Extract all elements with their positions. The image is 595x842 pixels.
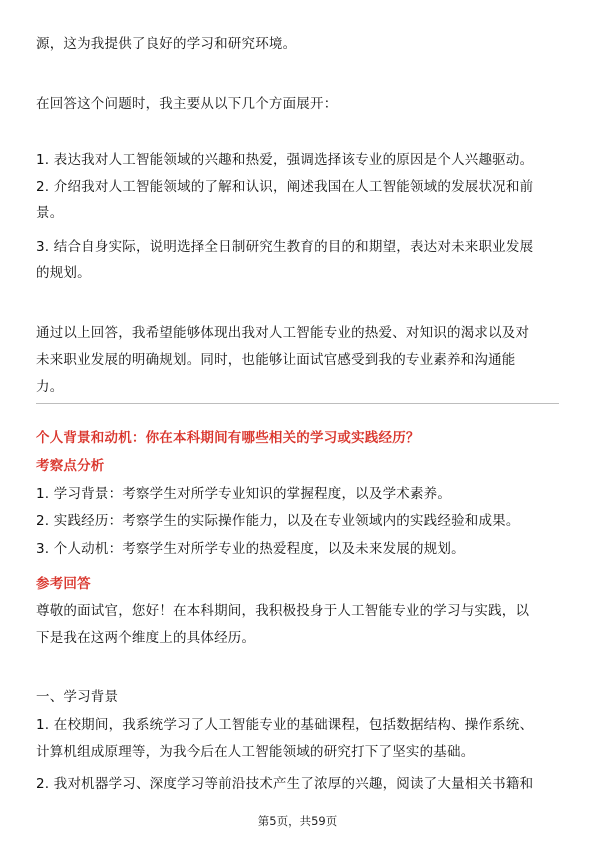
section-divider	[36, 403, 559, 404]
analysis-heading: 考察点分析	[36, 458, 105, 474]
approach-point-1: 1. 表达我对人工智能领域的兴趣和热爱，强调选择该专业的原因是个人兴趣驱动。	[36, 152, 534, 168]
approach-point-2-cont: 景。	[36, 205, 64, 221]
approach-point-2: 2. 介绍我对人工智能领域的了解和认识，阐述我国在人工智能领域的发展状况和前	[36, 179, 534, 195]
analysis-point-3: 3. 个人动机：考察学生对所学专业的热爱程度，以及未来发展的规划。	[36, 541, 465, 557]
analysis-point-2: 2. 实践经历：考察学生的实际操作能力，以及在专业领域内的实践经验和成果。	[36, 513, 520, 529]
summary-line-3: 力。	[36, 379, 64, 395]
reference-line-2: 下是我在这两个维度上的具体经历。	[36, 630, 256, 646]
analysis-point-1: 1. 学习背景：考察学生对所学专业知识的掌握程度，以及学术素养。	[36, 486, 452, 502]
section-line-2: 计算机组成原理等，为我今后在人工智能领域的研究打下了坚实的基础。	[36, 744, 475, 760]
approach-lead: 在回答这个问题时，我主要从以下几个方面展开：	[36, 96, 338, 112]
approach-point-3: 3. 结合自身实际，说明选择全日制研究生教育的目的和期望，表达对未来职业发展	[36, 239, 534, 255]
summary-line-1: 通过以上回答，我希望能够体现出我对人工智能专业的热爱、对知识的渴求以及对	[36, 325, 530, 341]
section-line-1: 1. 在校期间，我系统学习了人工智能专业的基础课程，包括数据结构、操作系统、	[36, 717, 534, 733]
approach-point-3-cont: 的规划。	[36, 265, 91, 281]
section-title: 一、学习背景	[36, 689, 119, 705]
summary-line-2: 未来职业发展的明确规划。同时，也能够让面试官感受到我的专业素养和沟通能	[36, 352, 516, 368]
intro-continuation: 源，这为我提供了良好的学习和研究环境。	[36, 36, 297, 52]
page-number: 第5页，共59页	[257, 814, 338, 828]
reference-line-1: 尊敬的面试官，您好！在本科期间，我积极投身于人工智能专业的学习与实践，以	[36, 603, 530, 619]
section-line-3: 2. 我对机器学习、深度学习等前沿技术产生了浓厚的兴趣，阅读了大量相关书籍和	[36, 776, 534, 792]
question-title: 个人背景和动机：你在本科期间有哪些相关的学习或实践经历？	[36, 430, 420, 446]
reference-heading: 参考回答	[36, 576, 91, 592]
